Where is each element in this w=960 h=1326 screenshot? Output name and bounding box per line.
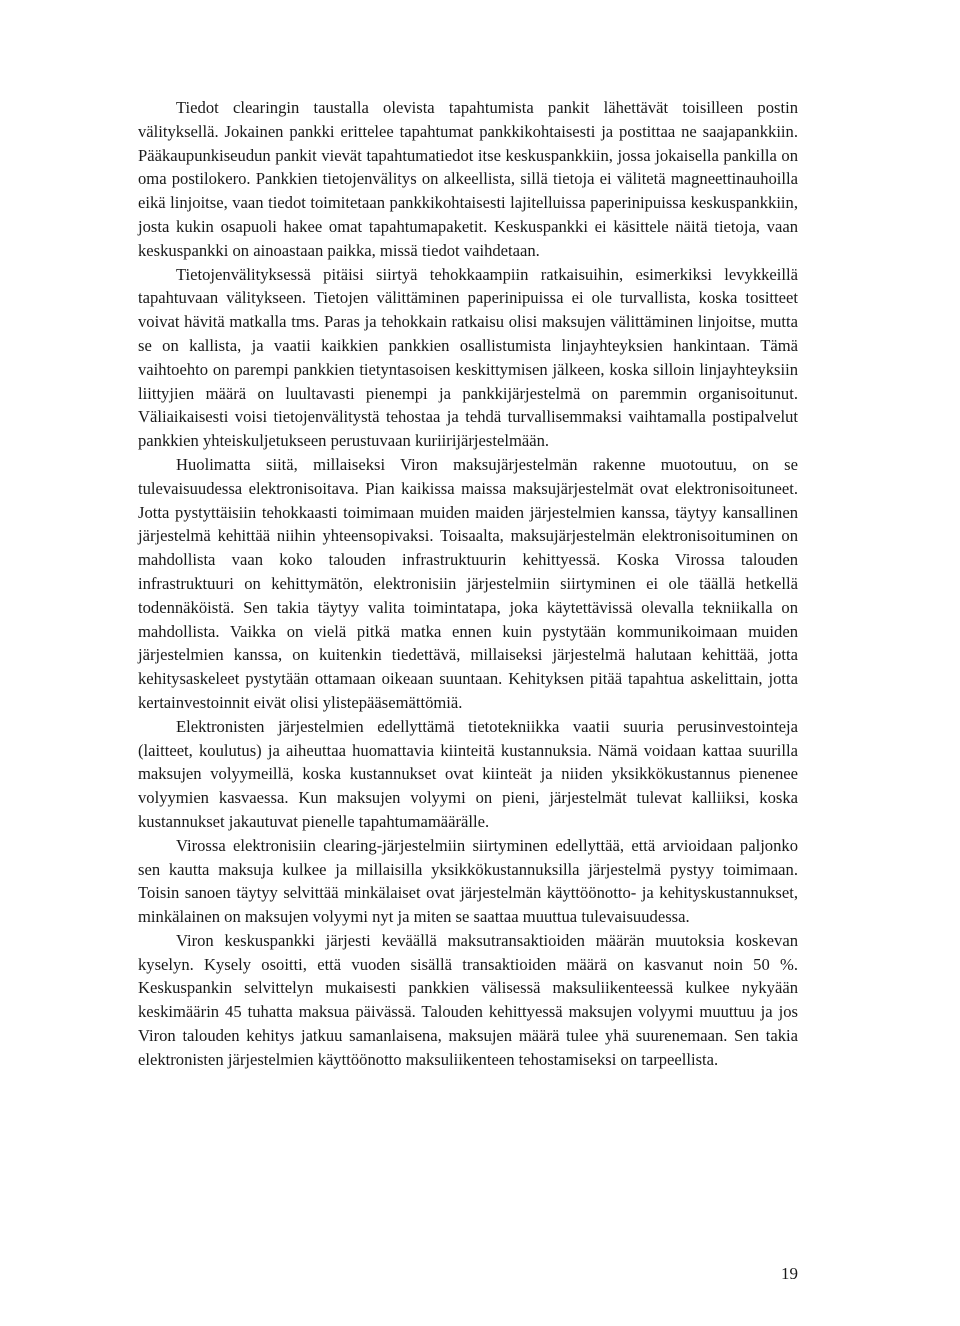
paragraph-1: Tiedot clearingin taustalla olevista tapahtumista pankit lähettävät toisilleen postin välityksellä. Jokainen pankki erittelee tapahtumat pankkikohtaisesti ja postittaa ne saajapankkiin. Pääkaupunkiseudun pankit vievät tapahtumatiedot itse keskuspankkiin, jossa jokaisella pankilla on oma postilokero. Pankkien tietojenvälitys on alkeellista, sillä tietoja ei välitetä magneettinauhoilla eikä linjoitse, vaan tiedot toimitetaan pankkikohtaisesti lajitelluissa paperinipuissa keskuspankkiin, josta kukin osapuoli hakee omat tapahtumapaketit. Keskuspankki ei käsittele näitä tietoja, vaan keskuspankki on ainoastaan paikka, missä tiedot vaihdetaan.	[138, 98, 798, 260]
body-text	[138, 96, 798, 1072]
paragraph-4: Elektronisten järjestelmien edellyttämä tietotekniikka vaatii suuria perusinvestointeja (laitteet, koulutus) ja aiheuttaa huomattavia kiinteitä kustannuksia. Nämä voidaan kattaa suurilla maksujen volyymeillä, koska kustannukset ovat kiinteät ja niiden yksikkökustannus pienenee volyymien kasvaessa. Kun maksujen volyymi on pieni, järjestelmät tulevat kalliiksi, koska kustannukset jakautuvat pienelle tapahtumamäärälle.	[138, 716, 798, 831]
paragraph-2: Tietojenvälityksessä pitäisi siirtyä tehokkaampiin ratkaisuihin, esimerkiksi levykkeillä tapahtuvaan välitykseen. Tietojen välittäminen paperinipuissa ei ole turvallista, koska tositteet voivat hävitä matkalla tms. Paras ja tehokkain ratkaisu olisi maksujen välittäminen linjoitse, mutta se on kallista, ja vaatii kaikkien pankkien osallistumista linjayhteyksien hankintaan. Tämä vaihtoehto on parempi pankkien tietyntasoisen keskittymisen jälkeen, koska silloin linjayhteyksiin liittyjien määrä on luultavasti pienempi ja pankkijärjestelmä on paremmin organisoitunut. Väliaikaisesti voisi tietojenvälitystä tehostaa ja tehdä turvallisemmaksi vaihtamalla postipalvelut pankkien yhteiskuljetukseen perustuvaan kuriirijärjestelmään.	[138, 264, 798, 451]
paragraph-3: Huolimatta siitä, millaiseksi Viron maksujärjestelmän rakenne muotoutuu, on se tulevaisuudessa elektronisoitava. Pian kaikissa maissa maksujärjestelmät ovat elektronisoituneet. Jotta pystyttäisiin tehokkaasti toimimaan muiden maiden järjestelmien kanssa, täytyy kansallinen järjestelmä kehittää niihin yhteensopivaksi. Toisaalta, maksujärjestelmän elektronisoituminen on mahdollista vaan koko talouden infrastruktuurin kehittyessä. Koska Virossa talouden infrastruktuuri on kehittymätön, elektronisiin järjestelmiin siirtyminen ei ole täällä hetkellä todennäköistä. Sen takia täytyy valita toimintatapa, joka käytettävissä olevalla tekniikalla on mahdollista. Vaikka on vielä pitkä matka ennen kuin pystytään kommunikoimaan muiden järjestelmien kanssa, on kuitenkin tiedettävä, millaiseksi järjestelmä halutaan kehittää, jotta kehitysaskeleet pystytään ottamaan oikeaan suuntaan. Kehityksen pitää tapahtua askelittain, jotta kertainvestoinnit eivät olisi ylistepääsemättömiä.	[138, 454, 798, 712]
page-number: 19	[781, 1264, 798, 1283]
paragraph-5: Virossa elektronisiin clearing-järjestelmiin siirtyminen edellyttää, että arvioidaan paljonko sen kautta maksuja kulkee ja millaisilla yksikkökustannuksilla järjestelmä pystyy toimimaan. Toisin sanoen täytyy selvittää minkälaiset ovat järjestelmän käyttöönotto- ja kehityskustannukset, minkälainen on maksujen volyymi nyt ja miten se saattaa muuttua tulevaisuudessa.	[138, 835, 798, 927]
paragraph-6: Viron keskuspankki järjesti keväällä maksutransaktioiden määrän muutoksia koskevan kyselyn. Kysely osoitti, että vuoden sisällä transaktioiden määrä on kasvanut noin 50 %. Keskuspankin selvittelyn mukaisesti pankkien välisessä maksuliikenteessä kulkee nykyään keskimäärin 45 tuhatta maksua päivässä. Talouden kehittyessä maksujen volyymi muuttuu ja jos Viron talouden kehitys jatkuu samanlaisena, maksujen määrä tulee yhä suurenemaan. Sen takia elektronisten järjestelmien käyttöönotto maksuliikenteen tehostamiseksi on tarpeellista.	[138, 930, 798, 1069]
